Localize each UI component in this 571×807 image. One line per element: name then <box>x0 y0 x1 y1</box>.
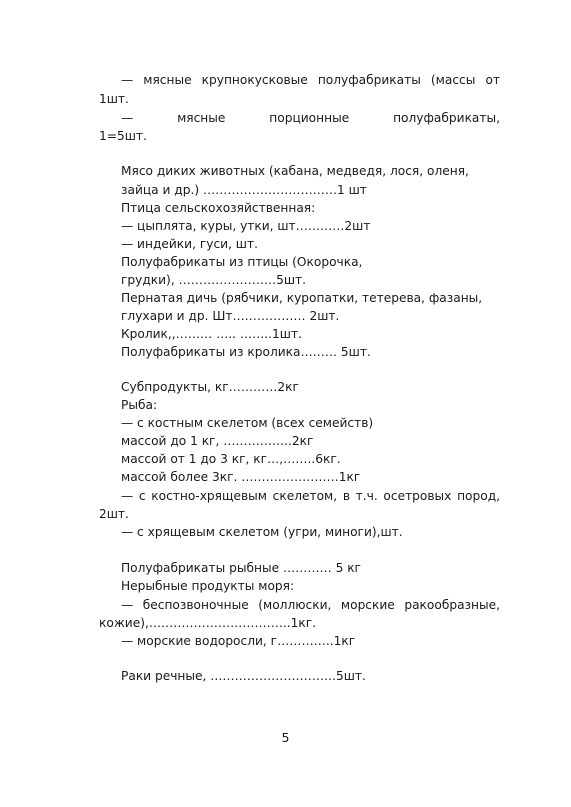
text-line: Полуфабрикаты рыбные ………… 5 кг <box>121 561 361 575</box>
text-line: — цыплята, куры, утки, шт…………2шт <box>121 219 371 233</box>
text-line: кожие),……………………………..1кг. <box>99 616 317 630</box>
page-number: 5 <box>281 730 290 745</box>
text-line: — морские водоросли, г…………..1кг <box>121 634 356 648</box>
text-line: массой более 3кг. ……………………1кг <box>121 470 361 484</box>
text-line: — с костно-хрящевым скелетом, в т.ч. осетровых пород, <box>121 489 500 503</box>
text-line: Рыба: <box>121 398 158 412</box>
text-line: — индейки, гуси, шт. <box>121 237 258 251</box>
text-line: Птица сельскохозяйственная: <box>121 201 316 215</box>
text-line: Кролик,,……… ….. ……..1шт. <box>121 327 302 341</box>
text-line: Раки речные, ………………………….5шт. <box>121 669 366 683</box>
text-line: зайца и др.) ……………………………1 шт <box>121 183 367 197</box>
text-line: 2шт. <box>99 507 129 521</box>
text-line: Мясо диких животных (кабана, медведя, лося, оленя, <box>121 164 469 178</box>
text-line: Полуфабрикаты из птицы (Окорочка, <box>121 255 363 269</box>
text-line: Субпродукты, кг…………2кг <box>121 380 299 394</box>
text-line: массой от 1 до 3 кг, кг…,……..6кг. <box>121 452 341 466</box>
text-line: 1=5шт. <box>99 129 147 143</box>
text-line: Полуфабрикаты из кролика……… 5шт. <box>121 345 371 359</box>
text-line: — с костным скелетом (всех семейств) <box>121 416 374 430</box>
text-line: грудки), ……………………5шт. <box>121 273 306 287</box>
text-line: Пернатая дичь (рябчики, куропатки, тетерева, фазаны, <box>121 291 483 305</box>
text-line: — мясные порционные полуфабрикаты, <box>121 111 500 125</box>
text-line: массой до 1 кг, ……………..2кг <box>121 434 314 448</box>
text-line: — мясные крупнокусковые полуфабрикаты (массы от <box>121 73 500 87</box>
text-line: 1шт. <box>99 92 129 106</box>
text-line: — с хрящевым скелетом (угри, миноги),шт. <box>121 525 403 539</box>
text-line: Нерыбные продукты моря: <box>121 579 295 593</box>
text-line: — беспозвоночные (моллюски, морские ракообразные, <box>121 598 500 612</box>
text-line: глухари и др. Шт……………… 2шт. <box>121 309 340 323</box>
